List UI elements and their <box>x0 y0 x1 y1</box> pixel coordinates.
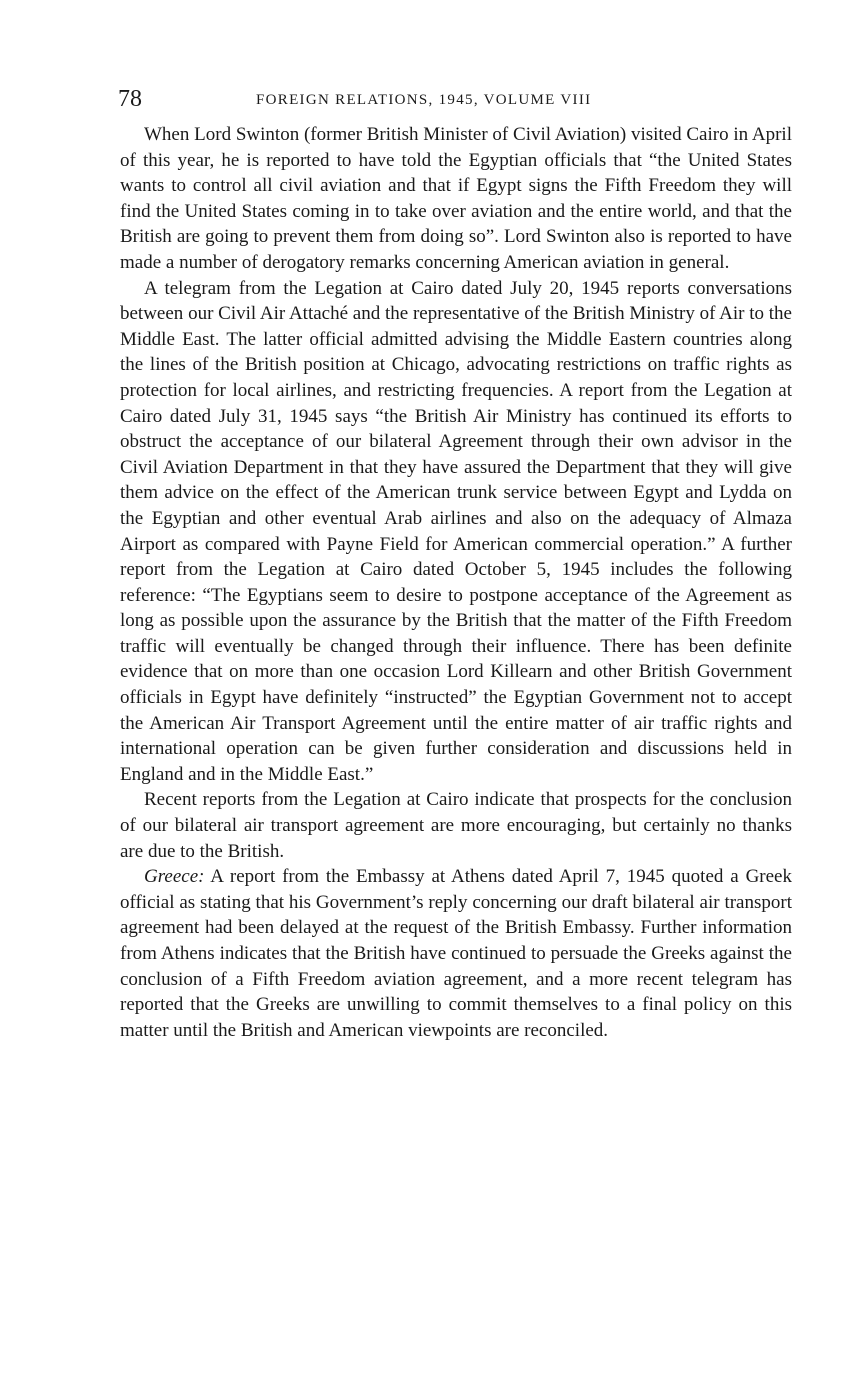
paragraph-recent-reports: Recent reports from the Legation at Cairo indicate that prospects for the conclusion of our bilateral air transport agreement are more encouraging, but certainly no thanks are due to the British. <box>120 789 792 862</box>
running-head: FOREIGN RELATIONS, 1945, VOLUME VIII <box>256 92 592 108</box>
page-number: 78 <box>118 86 142 112</box>
page-header <box>120 84 792 114</box>
paragraph-cairo-telegram: A telegram from the Legation at Cairo dated July 20, 1945 reports conversations between our Civil Air Attaché and the representative of the British Ministry of Air to the Middle East. The latter official admitted advising the Middle Eastern countries along the lines of the British position at Chicago, advocating restrictions on traffic rights as protection for local airlines, and restricting frequencies. A report from the Legation at Cairo dated July 31, 1945 says “the British Air Ministry has continued its efforts to obstruct the acceptance of our bilateral Agreement through their own advisor in the Civil Aviation Department in that they have assured the Department that they will give them advice on the effect of the American trunk service between Egypt and Lydda on the Egyptian and other eventual Arab airlines and also on the adequacy of Almaza Airport as compared with Payne Field for American commercial operation.” A further report from the Legation at Cairo dated October 5, 1945 includes the following reference: “The Egyptians seem to desire to postpone acceptance of the Agreement as long as possible upon the assurance by the British that the matter of the Fifth Freedom traffic will eventually be changed through their influence. There has been definite evidence that on more than one occasion Lord Killearn and other British Government officials in Egypt have definitely “instructed” the Egyptian Government not to accept the American Air Transport Agreement until the entire matter of air traffic rights and international operation can be given further consideration and discussions held in England and in the Middle East.” <box>120 277 792 785</box>
greece-lead: Greece: <box>144 866 205 888</box>
paragraph-swinton: When Lord Swinton (former British Minister of Civil Aviation) visited Cairo in April of this year, he is reported to have told the Egyptian officials that “the United States wants to control all civil aviation and that if Egypt signs the Fifth Freedom they will find the United States coming in to take over aviation and the entire world, and that the British are going to prevent them from doing so”. Lord Swinton also is reported to have made a number of derogatory remarks concerning American aviation in general. <box>120 124 792 273</box>
document-page <box>120 84 792 1043</box>
greece-text: A report from the Embassy at Athens dated April 7, 1945 quoted a Greek official as stating that his Government’s reply concerning our draft bilateral air transport agreement had been delayed at the request of the British Embassy. Further information from Athens indicates that the British have continued to persuade the Greeks against the conclusion of a Fifth Freedom aviation agreement, and a more recent telegram has reported that the Greeks are unwilling to commit themselves to a final policy on this matter until the British and American viewpoints are reconciled. <box>120 866 792 1041</box>
paragraph-greece <box>120 864 792 1043</box>
